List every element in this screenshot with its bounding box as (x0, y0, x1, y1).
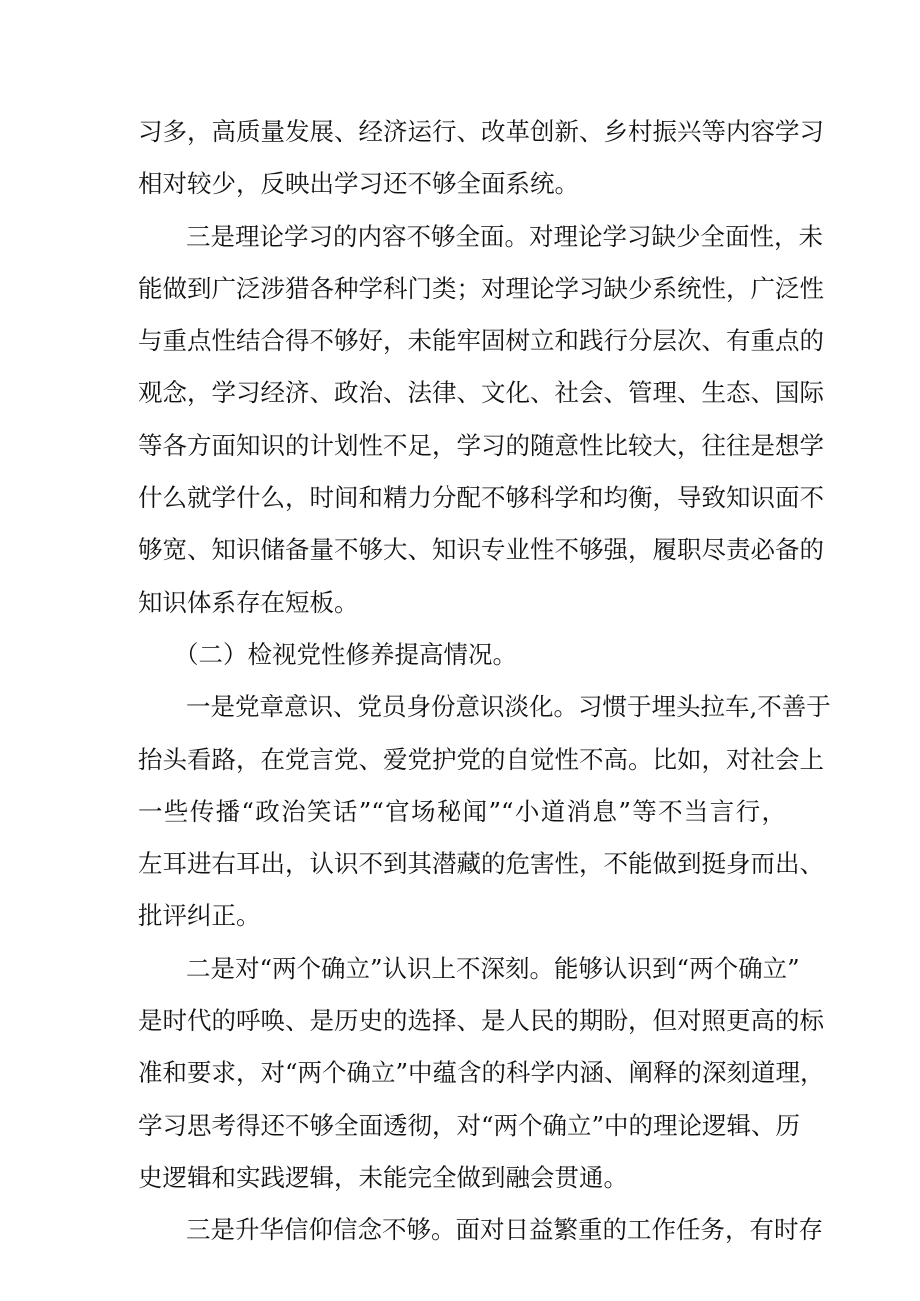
paragraph-line: 知识体系存在短板。 (138, 587, 359, 617)
paragraph-line: 一些传播“政治笑话”“官场秘闻”“小道消息”等不当言行， (138, 796, 786, 826)
paragraph-line: 学习思考得还不够全面透彻，对“两个确立”中的理论逻辑、历 (138, 1110, 801, 1140)
paragraph-line: 什么就学什么，时间和精力分配不够科学和均衡，导致知识面不 (138, 483, 824, 513)
paragraph-line: 左耳进右耳出，认识不到其潜藏的危害性，不能做到挺身而出、 (138, 849, 824, 879)
paragraph-line: 等各方面知识的计划性不足，学习的随意性比较大，往往是想学 (138, 430, 824, 460)
paragraph-line: 习多，高质量发展、经济运行、改革创新、乡村振兴等内容学习 (138, 117, 824, 146)
paragraph-line: 一是党章意识、党员身份意识淡化。习惯于埋头拉车,不善于 (186, 692, 831, 722)
paragraph-line: 与重点性结合得不够好，未能牢固树立和践行分层次、有重点的 (138, 326, 824, 356)
paragraph-line: 准和要求，对“两个确立”中蕴含的科学内涵、阐释的深刻道理， (138, 1058, 825, 1088)
section-heading: （二）检视党性修养提高情况。 (174, 639, 517, 669)
document-body (138, 106, 831, 1257)
paragraph-line: 抬头看路，在党言党、爱党护党的自觉性不高。比如，对社会上 (138, 744, 824, 774)
paragraph-line: 批评纠正。 (138, 901, 261, 931)
paragraph-line: 史逻辑和实践逻辑，未能完全做到融会贯通。 (138, 1162, 628, 1192)
paragraph-line: 够宽、知识储备量不够大、知识专业性不够强，履职尽责必备的 (138, 535, 824, 565)
paragraph-line: 三是升华信仰信念不够。面对日益繁重的工作任务，有时存 (186, 1215, 823, 1245)
paragraph-line: 能做到广泛涉猎各种学科门类；对理论学习缺少系统性，广泛性 (138, 273, 824, 303)
paragraph-line: 观念，学习经济、政治、法律、文化、社会、管理、生态、国际 (138, 378, 824, 408)
paragraph-line: 二是对“两个确立”认识上不深刻。能够认识到“两个确立” (186, 953, 800, 983)
paragraph-line: 三是理论学习的内容不够全面。对理论学习缺少全面性，未 (186, 221, 823, 251)
paragraph-line: 是时代的呼唤、是历史的选择、是人民的期盼，但对照更高的标 (138, 1006, 824, 1036)
paragraph-line: 相对较少，反映出学习还不够全面系统。 (138, 169, 579, 199)
